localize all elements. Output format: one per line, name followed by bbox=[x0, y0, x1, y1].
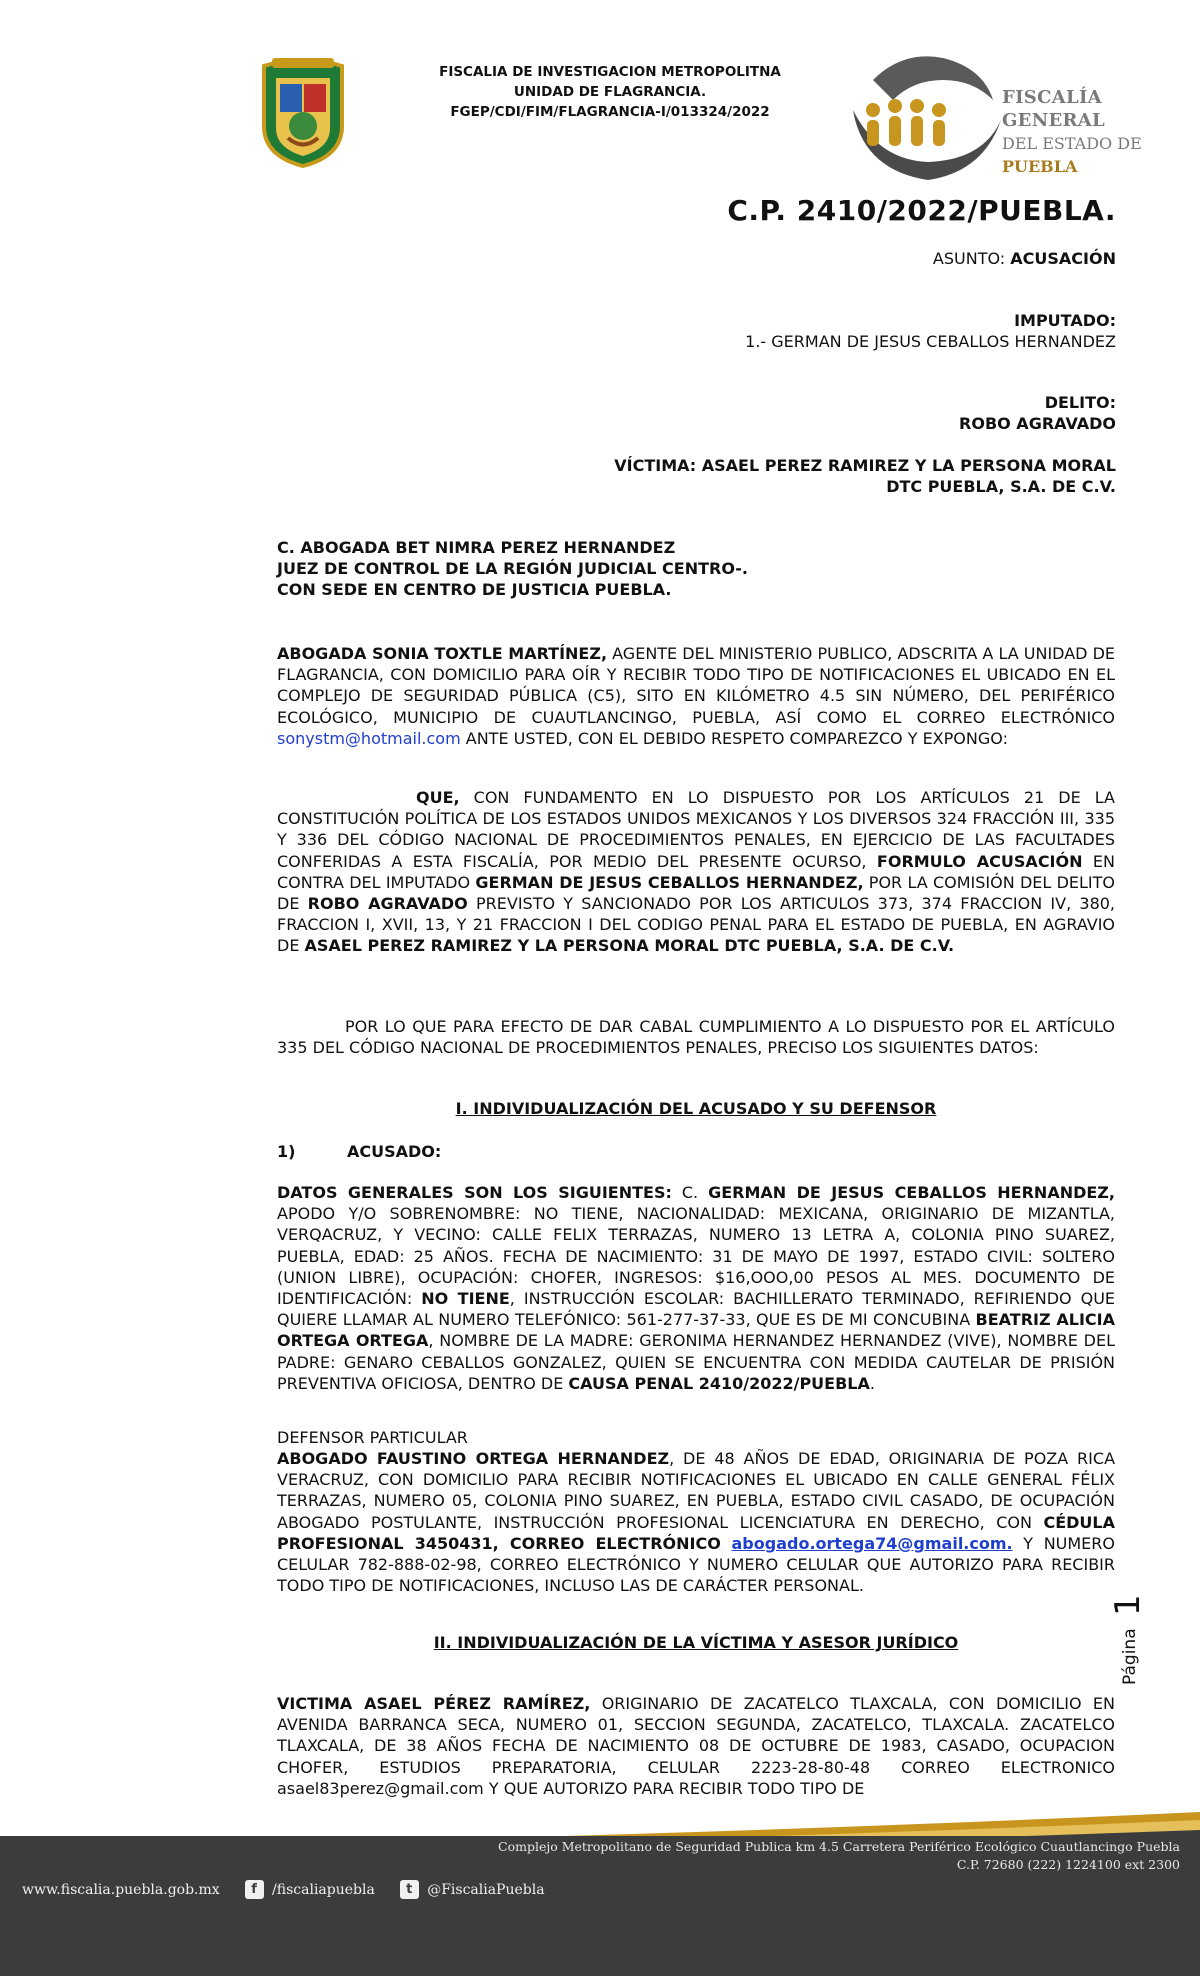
addressee-line-3: CON SEDE EN CENTRO DE JUSTICIA PUEBLA. bbox=[277, 580, 672, 600]
footer-address-line-2: C.P. 72680 (222) 1224100 ext 2300 bbox=[956, 1857, 1180, 1872]
datos-text-4: , NOMBRE DE LA MADRE: GERONIMA HERNANDEZ HERNANDEZ (VIVE), NOMBRE DEL PADRE: GENARO CEBALLOS GONZALEZ, QUIEN SE ENCUENTRA CON MEDIDA CAUTELAR DE PRISIÓN PREVENTIVA OFICIOSA, DENTRO DE bbox=[277, 1331, 1116, 1393]
case-number: C.P. 2410/2022/PUEBLA. bbox=[727, 194, 1116, 227]
addressee-block bbox=[277, 537, 1115, 601]
acusado-heading bbox=[277, 1141, 1115, 1162]
page-number: 1 bbox=[1108, 1594, 1148, 1616]
que-text-1: CON FUNDAMENTO EN LO DISPUESTO POR LOS ARTÍCULOS 21 DE LA CONSTITUCIÓN POLÍTICA DE LOS ESTADOS UNIDOS MEXICANOS Y LOS DIVERSOS 324 FRACCIÓN III, 335 Y 336 DEL CÓDIGO NACIONAL DE PROCEDIMIENTOS PENALES, EN EJERCICIO DE LAS FACULTADES CONFERIDAS A ESTA FISCALÍA, POR MEDIO DEL PRESENTE OCURSO, bbox=[277, 788, 1115, 871]
twitter-icon: t bbox=[400, 1880, 419, 1899]
facebook-icon: f bbox=[245, 1880, 264, 1899]
datos-generales-paragraph bbox=[277, 1182, 1115, 1394]
victima-paragraph bbox=[277, 1693, 1115, 1799]
page-label: Página bbox=[1120, 1628, 1140, 1685]
que-bold-2: GERMAN DE JESUS CEBALLOS HERNANDEZ, bbox=[475, 872, 864, 892]
addressee-line-1: C. ABOGADA BET NIMRA PEREZ HERNANDEZ bbox=[277, 538, 676, 557]
delito-label: DELITO: bbox=[1044, 393, 1116, 412]
defensor-heading: DEFENSOR PARTICULAR bbox=[277, 1428, 468, 1447]
defensor-text-2 bbox=[721, 1534, 732, 1553]
intro-text-end: ANTE USTED, CON EL DEBIDO RESPETO COMPAREZCO Y EXPONGO: bbox=[460, 728, 1008, 748]
victima-name: VICTIMA ASAEL PÉREZ RAMÍREZ, bbox=[277, 1694, 591, 1713]
que-bold-4: ASAEL PEREZ RAMIREZ Y LA PERSONA MORAL DTC PUEBLA, S.A. DE C.V. bbox=[304, 936, 955, 956]
logo-line-2: DEL ESTADO DE bbox=[1002, 134, 1142, 153]
acusado-label: ACUSADO: bbox=[347, 1142, 442, 1161]
logo-line-3: PUEBLA bbox=[1002, 157, 1078, 176]
addressee-line-2: JUEZ DE CONTROL DE LA REGIÓN JUDICIAL CENTRO-. bbox=[277, 559, 748, 579]
defensor-name: ABOGADO FAUSTINO ORTEGA HERNANDEZ bbox=[277, 1449, 670, 1468]
datos-text-2: APODO Y/O SOBRENOMBRE: NO TIENE, NACIONALIDAD: MEXICANA, ORIGINARIO DE MIZANTLA, VERQACRUZ, Y VECINO: CALLE FELIX TERRAZAS, NUMERO 13 LETRA A, COLONIA PINO SUAREZ, PUEBLA, EDAD: 25 AÑOS. FECHA DE NACIMIENTO: 31 DE MAYO DE 1997, ESTADO CIVIL: SOLTERO (UNION LIBRE), OCUPACIÓN: CHOFER, INGRESOS: $16,OOO,00 PESOS AL MES. DOCUMENTO DE IDENTIFICACIÓN: bbox=[277, 1204, 1115, 1309]
intro-text: AGENTE DEL MINISTERIO PUBLICO, ADSCRITA A LA UNIDAD DE FLAGRANCIA, CON DOMICILIO PARA OÍR Y RECIBIR TODO TIPO DE NOTIFICACIONES EL UBICADO EN EL COMPLEJO DE SEGURIDAD PÚBLICA (C5), SITO EN KILÓMETRO 4.5 SIN NÚMERO, DEL PERIFÉRICO ECOLÓGICO, MUNICIPIO DE CUAUTLANCINGO, PUEBLA, ASÍ COMO EL CORREO ELECTRÓNICO bbox=[277, 644, 1115, 727]
datos-bold-4: BEATRIZ ALICIA ORTEGA ORTEGA bbox=[277, 1310, 1115, 1351]
por-lo-que-paragraph: POR LO QUE PARA EFECTO DE DAR CABAL CUMPLIMIENTO A LO DISPUESTO POR EL ARTÍCULO 335 DEL CÓDIGO NACIONAL DE PROCEDIMIENTOS PENALES, PRECISO LOS SIGUIENTES DATOS: bbox=[277, 1017, 1115, 1058]
intro-paragraph bbox=[277, 643, 1115, 749]
imputado-value: 1.- GERMAN DE JESUS CEBALLOS HERNANDEZ bbox=[745, 332, 1116, 351]
prosecutor-name: ABOGADA SONIA TOXTLE MARTÍNEZ, bbox=[277, 644, 608, 663]
imputado-label: IMPUTADO: bbox=[1014, 311, 1116, 330]
defensor-email-link[interactable]: abogado.ortega74@gmail.com. bbox=[731, 1533, 1013, 1553]
datos-bold-3: NO TIENE bbox=[421, 1289, 510, 1309]
puebla-state-seal-logo bbox=[258, 56, 348, 168]
asunto bbox=[933, 248, 1116, 269]
section-2-title: II. INDIVIDUALIZACIÓN DE LA VÍCTIMA Y ASESOR JURÍDICO bbox=[433, 1633, 959, 1652]
delito-value: ROBO AGRAVADO bbox=[959, 414, 1116, 433]
logo-line-1: FISCALÍA GENERAL bbox=[1002, 87, 1105, 131]
footer-twitter-link[interactable]: @FiscaliaPuebla bbox=[427, 1881, 545, 1898]
victima-text: ORIGINARIO DE ZACATELCO TLAXCALA, CON DOMICILIO EN AVENIDA BARRANCA SECA, NUMERO 01, SECCION SEGUNDA, ZACATELCO, TLAXCALA. ZACATELCO TLAXCALA, DE 38 AÑOS FECHA DE NACIMIENTO 08 DE OCTUBRE DE 1983, CASADO, OCUPACION CHOFER, ESTUDIOS PREPARATORIA, CELULAR 2223-28-80-48 CORREO ELECTRONICO asael83perez@gmail.com Y QUE AUTORIZO PARA RECIBIR TODO TIPO DE bbox=[277, 1694, 1116, 1798]
header-line-2: UNIDAD DE FLAGRANCIA. bbox=[513, 84, 707, 100]
datos-bold-5: CAUSA PENAL 2410/2022/PUEBLA bbox=[568, 1373, 870, 1393]
page-indicator bbox=[1108, 1590, 1148, 1700]
fiscalia-logo-text bbox=[1002, 86, 1200, 178]
footer-website-link[interactable]: www.fiscalia.puebla.gob.mx bbox=[22, 1881, 220, 1898]
defensor-bold-2: CÉDULA PROFESIONAL 3450431, CORREO ELECTRÓNICO bbox=[277, 1512, 1115, 1553]
asunto-value: ACUSACIÓN bbox=[1010, 249, 1116, 268]
acusado-number: 1) bbox=[277, 1142, 296, 1161]
footer-social bbox=[22, 1880, 545, 1899]
asunto-label: ASUNTO: bbox=[932, 249, 1006, 268]
que-paragraph bbox=[277, 787, 1115, 957]
header-line-3: FGEP/CDI/FIM/FLAGRANCIA-I/013324/2022 bbox=[450, 104, 770, 120]
datos-text-5: . bbox=[869, 1373, 875, 1393]
victima-line-2: DTC PUEBLA, S.A. DE C.V. bbox=[886, 477, 1116, 496]
defensor-text-1: , DE 48 AÑOS DE EDAD, ORIGINARIA DE POZA RICA VERACRUZ, CON DOMICILIO PARA RECIBIR NOTIFICACIONES EL UBICADO EN CALLE GENERAL FÉLIX TERRAZAS, NUMERO 05, COLONIA PINO SUAREZ, EN PUEBLA, ESTADO CIVIL CASADO, DE OCUPACIÓN ABOGADO POSTULANTE, INSTRUCCIÓN PROFESIONAL LICENCIATURA EN DERECHO, CON bbox=[277, 1449, 1116, 1532]
footer-address bbox=[498, 1838, 1180, 1874]
section-1-title: I. INDIVIDUALIZACIÓN DEL ACUSADO Y SU DEFENSOR bbox=[455, 1099, 937, 1118]
header-institution bbox=[380, 62, 840, 122]
que-bold-3: ROBO AGRAVADO bbox=[307, 894, 468, 914]
defensor-paragraph bbox=[277, 1448, 1115, 1596]
prosecutor-email-link[interactable]: sonystm@hotmail.com bbox=[277, 728, 461, 748]
que-text-2: EN CONTRA DEL IMPUTADO bbox=[277, 851, 1116, 892]
que-text-4: PREVISTO Y SANCIONADO POR LOS ARTICULOS 373, 374 FRACCION IV, 380, FRACCION I, XVII, 13, Y 21 FRACCION I DEL CODIGO PENAL PARA EL ESTADO DE PUEBLA, EN AGRAVIO DE bbox=[277, 894, 1116, 956]
datos-bold-2: GERMAN DE JESUS CEBALLOS HERNANDEZ, bbox=[708, 1183, 1115, 1202]
que-bold-1: FORMULO ACUSACIÓN bbox=[876, 851, 1083, 871]
victima-line-1: VÍCTIMA: ASAEL PEREZ RAMIREZ Y LA PERSONA MORAL bbox=[614, 456, 1116, 475]
footer-facebook-link[interactable]: /fiscaliapuebla bbox=[272, 1881, 375, 1898]
datos-text-1: C. bbox=[671, 1183, 709, 1202]
que-lead: QUE, bbox=[416, 788, 460, 807]
datos-bold-1: DATOS GENERALES SON LOS SIGUIENTES: bbox=[277, 1183, 672, 1202]
header-line-1: FISCALIA DE INVESTIGACION METROPOLITNA bbox=[439, 64, 781, 80]
datos-text-3: , INSTRUCCIÓN ESCOLAR: BACHILLERATO TERMINADO, REFIRIENDO QUE QUIERE LLAMAR AL NUMERO TELEFÓNICO: 561-277-37-33, QUE ES DE MI CONCUBINA bbox=[277, 1289, 1116, 1330]
defensor-text-3: Y NUMERO CELULAR 782-888-02-98, CORREO ELECTRÓNICO Y NUMERO CELULAR QUE AUTORIZO PARA RECIBIR TODO TIPO DE NOTIFICACIONES, INCLUSO LAS DE CARÁCTER PERSONAL. bbox=[277, 1533, 1116, 1596]
que-text-3: POR LA COMISIÓN DEL DELITO DE bbox=[277, 872, 1116, 914]
footer-address-line-1: Complejo Metropolitano de Seguridad Publica km 4.5 Carretera Periférico Ecológico Cuautlancingo Puebla bbox=[498, 1839, 1180, 1854]
